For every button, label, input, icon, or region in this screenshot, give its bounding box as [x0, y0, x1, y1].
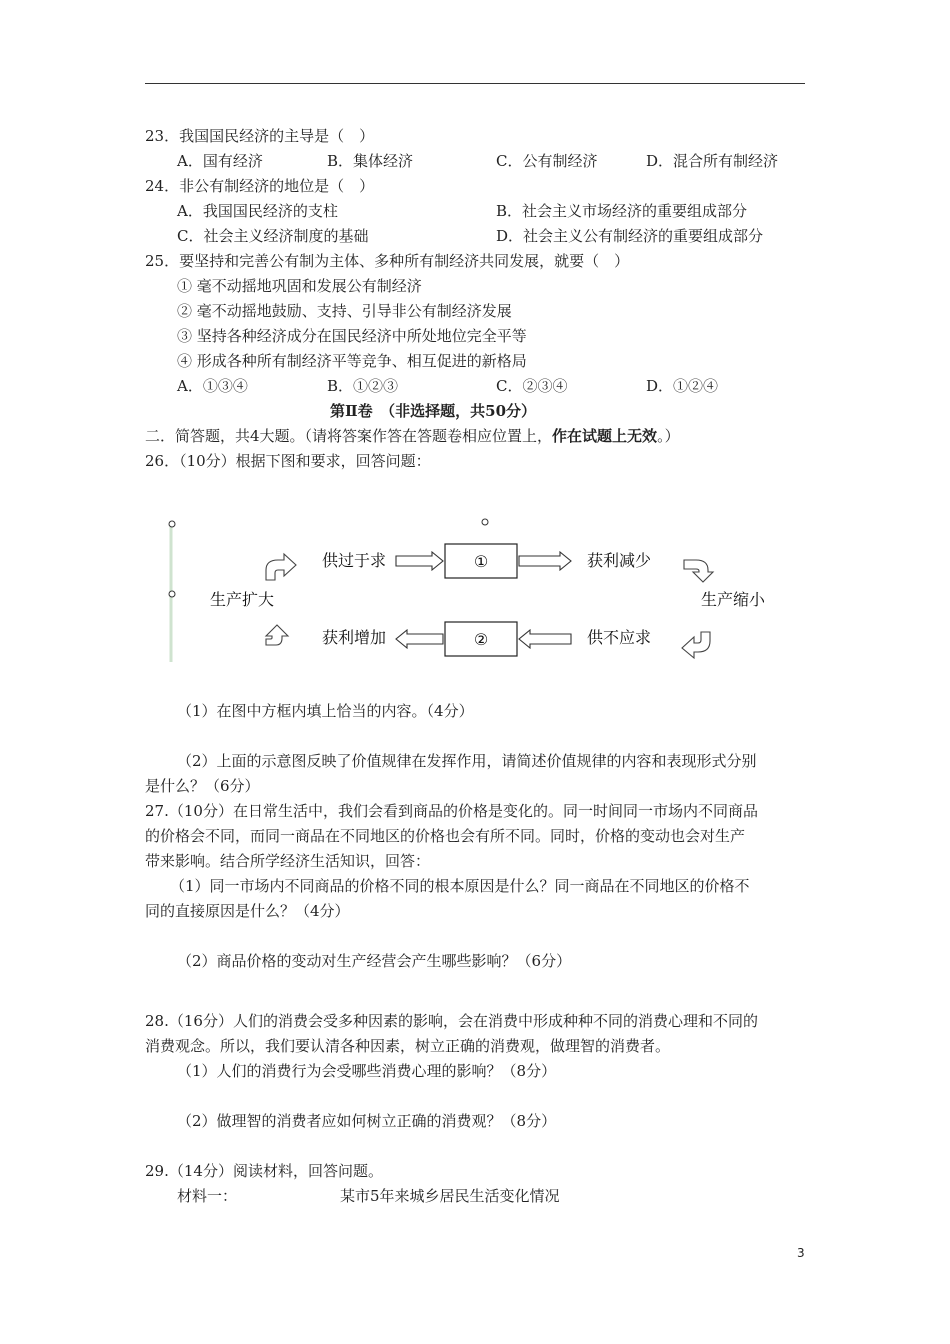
- part2-heading: 第Ⅱ卷 （非选择题，共50分）: [330, 402, 537, 420]
- q26-sub1: （1）在图中方框内填上恰当的内容。（4分）: [177, 702, 474, 720]
- q23-stem: 23．我国国民经济的主导是（ ）: [145, 127, 375, 145]
- label-undersupply: 供不应求: [587, 628, 652, 647]
- q24-option-a: A．我国国民经济的支柱: [177, 202, 338, 220]
- arrow-left-icon: [396, 630, 443, 648]
- q28-line2: 消费观念。所以，我们要认清各种因素，树立正确的消费观，做理智的消费者。: [145, 1037, 671, 1055]
- q25-statement-4: ④ 形成各种所有制经济平等竞争、相互促进的新格局: [177, 352, 527, 370]
- q24-option-b: B．社会主义市场经济的重要组成部分: [496, 202, 748, 220]
- q25-option-d: D．①②④: [646, 377, 719, 395]
- curved-arrow-up-right-icon: [266, 554, 296, 580]
- arrow-right-icon: [519, 552, 571, 570]
- q29-material-title: 某市5年来城乡居民生活变化情况: [340, 1187, 560, 1205]
- q27-line3: 带来影响。结合所学经济生活知识，回答：: [145, 852, 431, 870]
- q27-sub2: （2）商品价格的变动对生产经营会产生哪些影响？（6分）: [177, 952, 572, 970]
- q27-sub1-line2: 同的直接原因是什么？（4分）: [145, 902, 350, 920]
- q25-statement-3: ③ 坚持各种经济成分在国民经济中所处地位完全平等: [177, 327, 527, 345]
- label-oversupply: 供过于求: [322, 551, 387, 570]
- q27-line1: 27.（10分）在日常生活中，我们会看到商品的价格是变化的。同一时间同一市场内不同商品: [145, 802, 758, 820]
- curved-arrow-down-icon: [684, 560, 713, 582]
- curved-arrow-down-left-icon: [682, 632, 710, 658]
- label-production-expand: 生产扩大: [210, 590, 275, 609]
- q25-option-c: C．②③④: [496, 377, 568, 395]
- q28-sub1: （1）人们的消费行为会受哪些消费心理的影响？（8分）: [177, 1062, 557, 1080]
- page-number: 3: [797, 1246, 805, 1260]
- q28-sub2: （2）做理智的消费者应如何树立正确的消费观？（8分）: [177, 1112, 557, 1130]
- box-1-marker: ①: [473, 552, 489, 571]
- label-profit-decrease: 获利减少: [587, 551, 652, 570]
- q25-statement-2: ② 毫不动摇地鼓励、支持、引导非公有制经济发展: [177, 302, 512, 320]
- q25-option-a: A．①③④: [177, 377, 248, 395]
- label-profit-increase: 获利增加: [322, 628, 387, 647]
- q24-option-c: C．社会主义经济制度的基础: [177, 227, 369, 245]
- curved-arrow-up-icon: [266, 625, 288, 645]
- q23-option-a: A．国有经济: [177, 152, 263, 170]
- box-2-marker: ②: [473, 630, 489, 649]
- q23-option-c: C．公有制经济: [496, 152, 598, 170]
- q24-option-d: D．社会主义公有制经济的重要组成部分: [496, 227, 764, 245]
- q29-stem: 29.（14分）阅读材料，回答问题。: [145, 1162, 383, 1180]
- q25-option-b: B．①②③: [327, 377, 399, 395]
- q23-option-d: D．混合所有制经济: [646, 152, 779, 170]
- part2-instructions: 二．简答题，共4大题。（请将答案作答在答题卷相应位置上，作在试题上无效。）: [145, 427, 680, 445]
- label-production-shrink: 生产缩小: [701, 590, 766, 609]
- arrow-right-icon: [396, 552, 443, 570]
- q25-statement-1: ① 毫不动摇地巩固和发展公有制经济: [177, 277, 422, 295]
- q26-stem: 26．（10分）根据下图和要求，回答问题：: [145, 452, 431, 470]
- q24-stem: 24．非公有制经济的地位是（ ）: [145, 177, 375, 195]
- q25-stem: 25．要坚持和完善公有制为主体、多种所有制经济共同发展，就要（ ）: [145, 252, 630, 270]
- q28-line1: 28.（16分）人们的消费会受多种因素的影响，会在消费中形成种种不同的消费心理和不同的: [145, 1012, 758, 1030]
- arrow-left-icon: [519, 630, 571, 648]
- q26-sub2-line1: （2）上面的示意图反映了价值规律在发挥作用，请简述价值规律的内容和表现形式分别: [177, 752, 757, 770]
- q23-option-b: B．集体经济: [327, 152, 414, 170]
- q27-line2: 的价格会不同，而同一商品在不同地区的价格也会有所不同。同时，价格的变动也会对生产: [145, 827, 746, 845]
- q26-sub2-line2: 是什么？（6分）: [145, 777, 260, 795]
- q27-sub1-line1: （1）同一市场内不同商品的价格不同的根本原因是什么？同一商品在不同地区的价格不: [170, 877, 750, 895]
- q29-material-label: 材料一：: [177, 1187, 238, 1205]
